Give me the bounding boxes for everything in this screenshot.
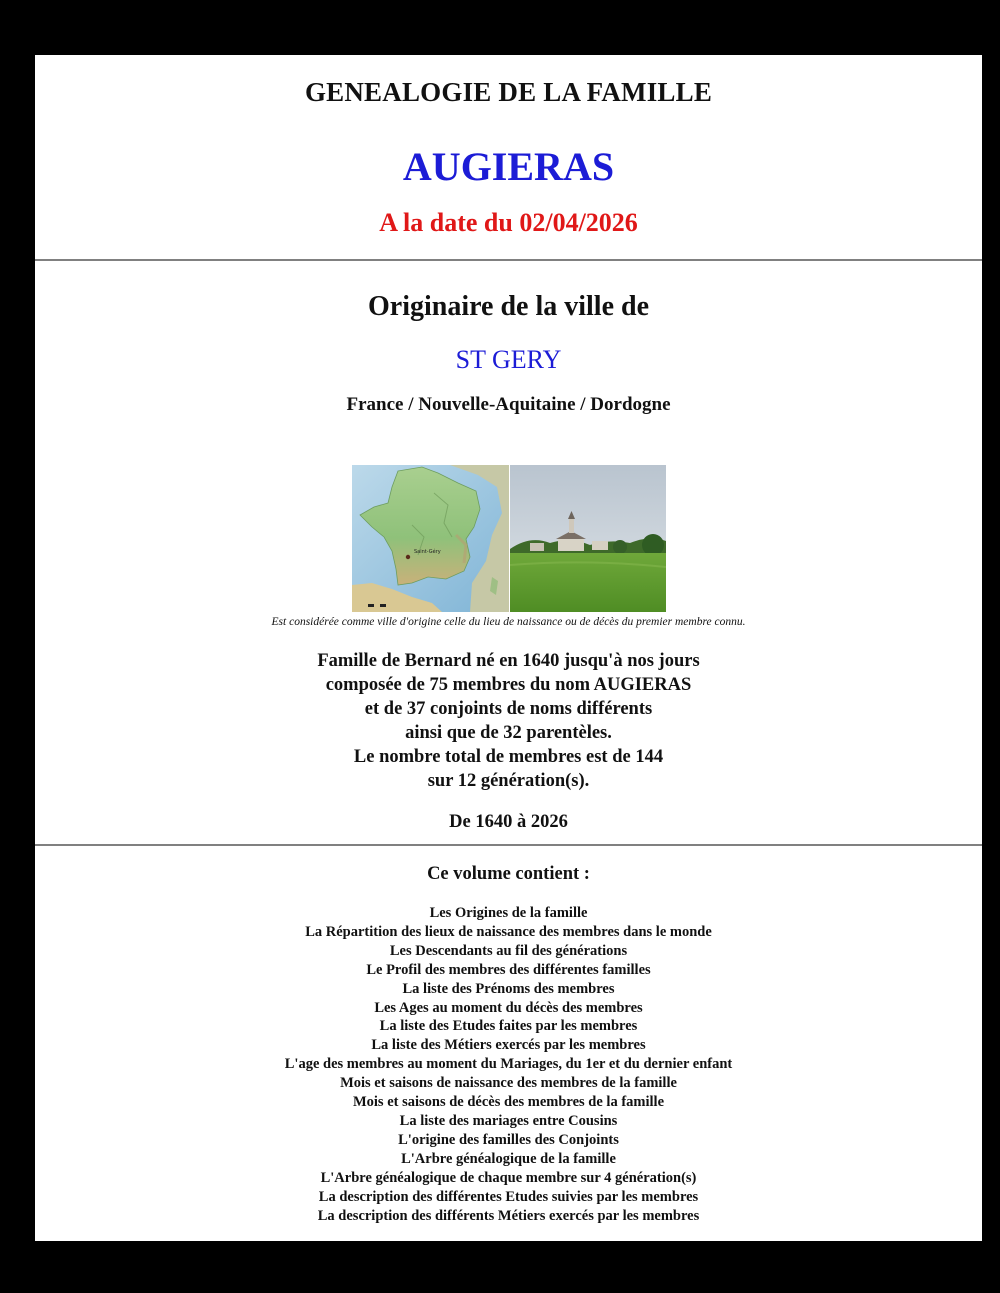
date-range: De 1640 à 2026 bbox=[449, 812, 568, 832]
contents-item: L'Arbre généalogique de chaque membre sur 4 génération(s) bbox=[320, 1169, 697, 1186]
contents-item: L'Arbre généalogique de la famille bbox=[401, 1150, 616, 1167]
contents-item: La Répartition des lieux de naissance des membres dans le monde bbox=[305, 923, 712, 940]
contents-item: Les Descendants au fil des générations bbox=[389, 942, 628, 959]
cover-page bbox=[35, 55, 982, 1241]
village-photo bbox=[510, 465, 667, 612]
stats-line: sur 12 génération(s). bbox=[427, 771, 590, 791]
france-map-image bbox=[352, 465, 509, 612]
stats-line: ainsi que de 32 parentèles. bbox=[405, 723, 612, 743]
contents-item: La description des différents Métiers exercés par les membres bbox=[317, 1207, 700, 1224]
contents-item: L'origine des familles des Conjoints bbox=[398, 1131, 619, 1148]
map-marker-label: Saint-Géry bbox=[414, 549, 441, 555]
contents-item: La liste des Etudes faites par les membres bbox=[379, 1018, 638, 1035]
stats-line: Famille de Bernard né en 1640 jusqu'à nos jours bbox=[317, 651, 700, 671]
origin-heading: Originaire de la ville de bbox=[367, 291, 649, 322]
stats-line: et de 37 conjoints de noms différents bbox=[364, 699, 653, 719]
date-line: A la date du 02/04/2026 bbox=[379, 208, 638, 237]
stats-line: composée de 75 membres du nom AUGIERAS bbox=[325, 675, 692, 695]
contents-heading: Ce volume contient : bbox=[427, 864, 590, 884]
contents-item: L'age des membres au moment du Mariages, du 1er et du dernier enfant bbox=[284, 1056, 733, 1073]
cover-title: GENEALOGIE DE LA FAMILLE bbox=[304, 77, 713, 107]
origin-images bbox=[352, 465, 666, 612]
divider bbox=[35, 844, 982, 846]
contents-item: La liste des mariages entre Cousins bbox=[399, 1112, 618, 1129]
contents-item: Mois et saisons de naissance des membres de la famille bbox=[340, 1075, 677, 1092]
contents-item: La liste des Prénoms des membres bbox=[402, 980, 615, 997]
contents-item: La liste des Métiers exercés par les membres bbox=[371, 1037, 646, 1054]
family-stats bbox=[35, 649, 982, 793]
stats-line: Le nombre total de membres est de 144 bbox=[353, 747, 664, 767]
origin-region: France / Nouvelle-Aquitaine / Dordogne bbox=[346, 394, 671, 415]
contents-item: Mois et saisons de décès des membres de la famille bbox=[352, 1094, 665, 1111]
contents-item: Les Ages au moment du décès des membres bbox=[374, 999, 643, 1016]
origin-caption: Est considérée comme ville d'origine celle du lieu de naissance ou de décès du premier membre connu. bbox=[271, 616, 746, 628]
origin-city: ST GERY bbox=[455, 345, 562, 374]
contents-item: Le Profil des membres des différentes familles bbox=[366, 961, 651, 978]
contents-list bbox=[35, 904, 982, 1225]
contents-item: Les Origines de la famille bbox=[429, 905, 588, 921]
divider bbox=[35, 259, 982, 261]
contents-item: La description des différentes Etudes suivies par les membres bbox=[318, 1188, 699, 1205]
family-name: AUGIERAS bbox=[402, 144, 615, 189]
